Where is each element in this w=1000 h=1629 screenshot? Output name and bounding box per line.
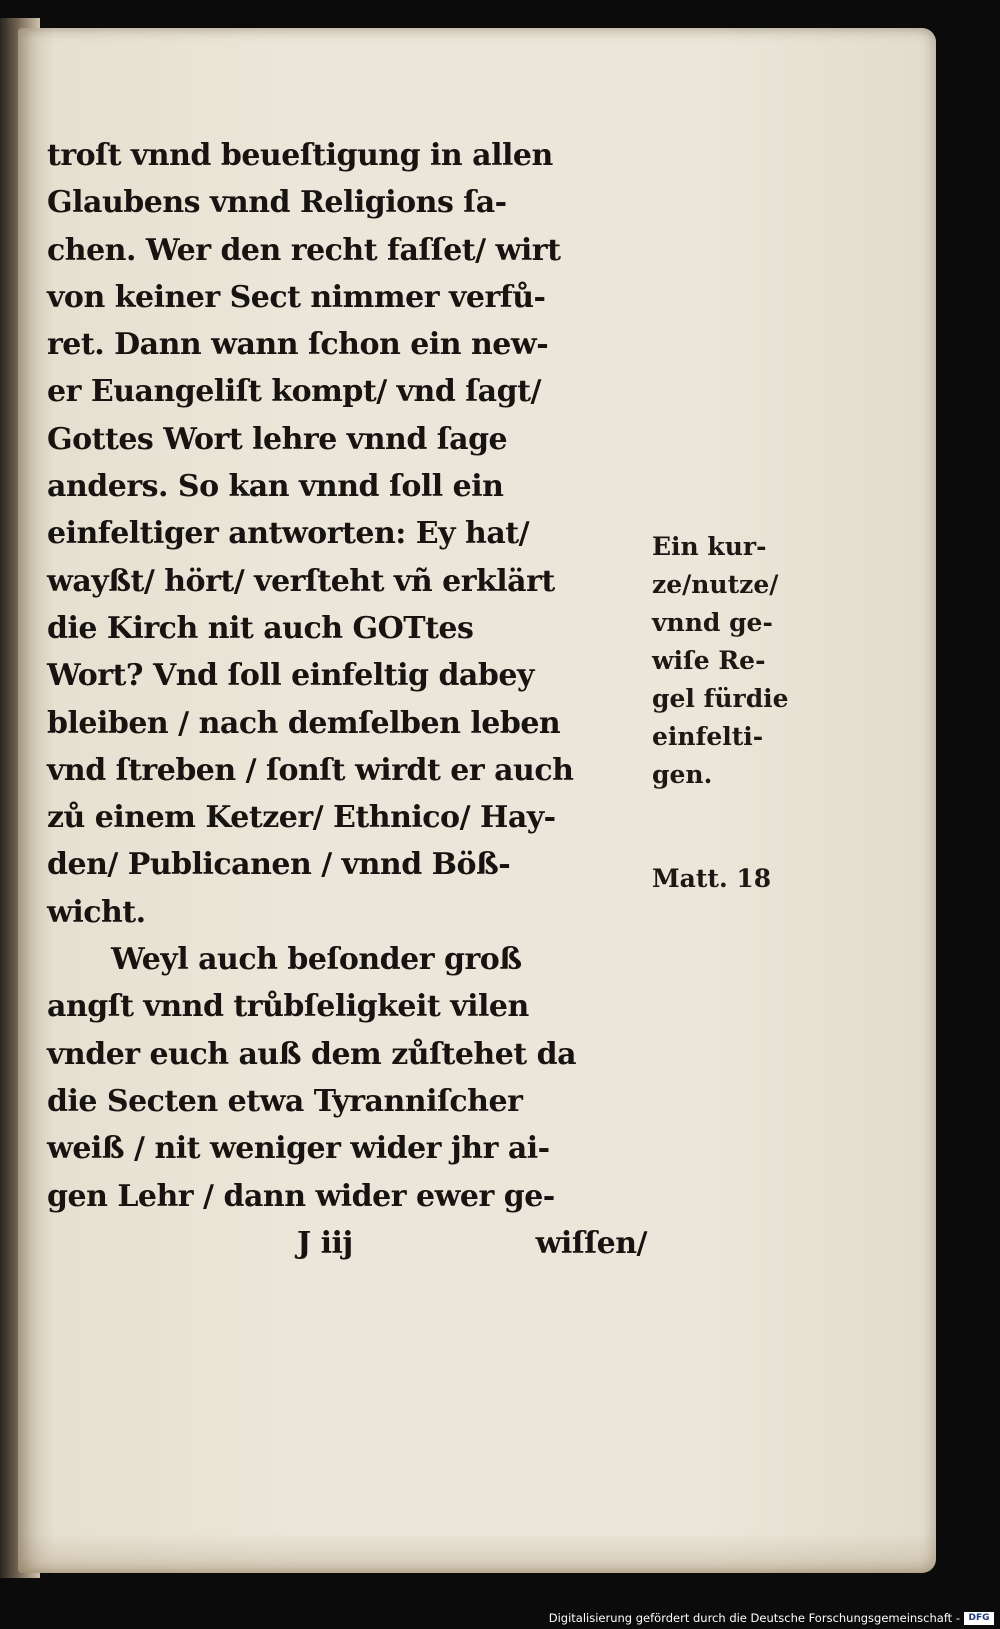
text-line: er Euangeliſt kompt/ vnd ſagt/ xyxy=(47,374,541,410)
text-line: vnder euch auß dem zůſtehet da xyxy=(47,1036,577,1072)
text-line: wayßt/ hört/ verſteht vñ erklärt xyxy=(47,563,555,599)
text-line: Glaubens vnnd Religions ſa- xyxy=(47,185,507,221)
text-line: die Secten etwa Tyranniſcher xyxy=(47,1083,523,1119)
dfg-logo: DFG xyxy=(964,1612,994,1625)
main-text-block xyxy=(47,132,647,1267)
text-line: von keiner Sect nimmer verfů- xyxy=(47,279,546,315)
text-line: troſt vnnd beueſtigung in allen xyxy=(47,138,553,173)
text-line: Wort? Vnd ſoll einfeltig dabey xyxy=(47,658,534,694)
text-line: angſt vnnd trůbſeligkeit vilen xyxy=(47,989,529,1025)
text-line: wicht. xyxy=(47,894,146,930)
text-line: chen. Wer den recht faſſet/ wirt xyxy=(47,232,561,268)
margin-note-line: einfelti- xyxy=(652,722,764,751)
text-line: gen Lehr / dann wider ewer ge- xyxy=(47,1178,555,1214)
margin-note-line: vnnd ge- xyxy=(652,608,773,637)
text-line: den/ Publicanen / vnnd Böß- xyxy=(47,847,511,883)
margin-note-line: ze/nutze/ xyxy=(652,570,779,599)
text-line: weiß / nit weniger wider jhr ai- xyxy=(47,1131,550,1167)
text-line: bleiben / nach demſelben leben xyxy=(47,705,561,741)
margin-note xyxy=(652,528,789,794)
text-line: Gottes Wort lehre vnnd ſage xyxy=(47,421,508,457)
text-line: Weyl auch beſonder groß xyxy=(111,942,522,978)
page-shadow xyxy=(18,1533,936,1573)
text-line: einfeltiger antworten: Ey hat/ xyxy=(47,516,530,552)
margin-note-line: gen. xyxy=(652,760,713,789)
text-line: ret. Dann wann ſchon ein new- xyxy=(47,327,549,363)
catchword: wiſſen/ xyxy=(535,1225,647,1261)
text-line: die Kirch nit auch GOTtes xyxy=(47,610,474,646)
signature-line xyxy=(47,1220,647,1267)
margin-note-line: wiſe Re- xyxy=(652,646,766,675)
margin-note-line: Ein kur- xyxy=(652,532,767,561)
signature-mark: J iij xyxy=(297,1225,353,1261)
text-line: vnd ſtreben / ſonſt wirdt er auch xyxy=(47,752,574,788)
margin-note-line: gel fürdie xyxy=(652,684,789,713)
margin-reference-line: Matt. 18 xyxy=(652,864,772,893)
text-line: anders. So kan vnnd ſoll ein xyxy=(47,469,504,505)
footer-credit: Digitalisierung gefördert durch die Deutsche Forschungsgemeinschaft - xyxy=(548,1611,960,1625)
footer-bar xyxy=(0,1609,1000,1629)
margin-reference xyxy=(652,860,771,898)
text-line: zů einem Ketzer/ Ethnico/ Hay- xyxy=(47,800,556,836)
